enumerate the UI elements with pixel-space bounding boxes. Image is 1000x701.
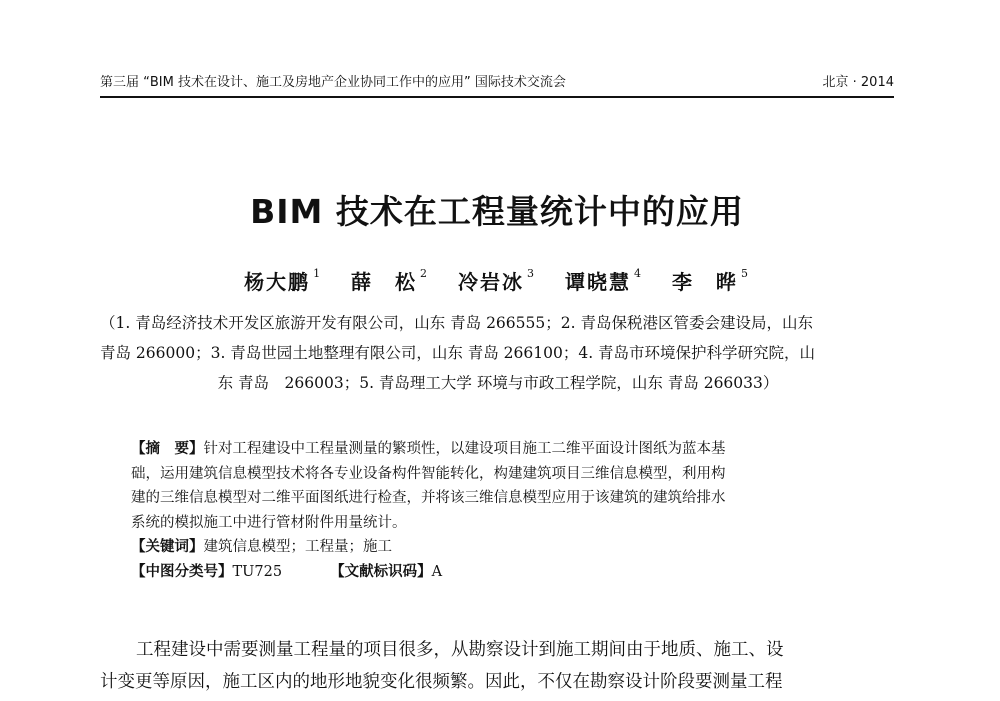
keywords-line xyxy=(131,535,871,560)
author: 谭晓慧 $^4$ xyxy=(564,267,643,294)
abstract-label: 【摘 要】 xyxy=(131,440,204,457)
header-rule xyxy=(100,96,894,98)
affiliations xyxy=(100,308,896,398)
abstract-block xyxy=(131,437,871,584)
abstract-line: 础，运用建筑信息模型技术将各专业设备构件智能转化，构建建筑项目三维信息模型，利用构 xyxy=(131,465,726,482)
body-text xyxy=(100,634,896,698)
body-line: 工程建设中需要测量工程量的项目很多，从勘察设计到施工期间由于地质、施工、设 xyxy=(136,640,784,660)
abstract-line: 建的三维信息模型对二维平面图纸进行检查，并将该三维信息模型应用于该建筑的建筑给排水 xyxy=(131,490,726,506)
abstract-text: 针对工程建设中工程量测量的繁琐性，以建设项目施工二维平面设计图纸为蓝本基 xyxy=(203,441,726,457)
abstract-line xyxy=(131,437,871,462)
place-year: 北京 · 2014 xyxy=(822,75,894,90)
doc-code-value: A xyxy=(431,563,443,580)
keywords-label: 【关键词】 xyxy=(131,538,204,555)
clc-label: 【中图分类号】 xyxy=(131,562,233,580)
doc-code-label: 【文献标识码】 xyxy=(330,562,432,580)
running-header xyxy=(100,72,894,94)
author: 冷岩冰 $^3$ xyxy=(458,267,536,294)
affiliation-line: 东 青岛 266003；5. 青岛理工大学 环境与市政工程学院，山东 青岛 266033） xyxy=(217,374,779,392)
affiliation-line: （1. 青岛经济技术开发区旅游开发有限公司，山东 青岛 266555；2. 青岛保税港区管委会建设局，山东 xyxy=(100,314,813,332)
paper-title: BIM 技术在工程量统计中的应用 xyxy=(250,192,744,231)
keywords-text: 建筑信息模型；工程量；施工 xyxy=(203,539,392,555)
abstract-line: 系统的模拟施工中进行管材附件用量统计。 xyxy=(131,514,407,531)
body-line: 计变更等原因，施工区内的地形地貌变化很频繁。因此，不仅在勘察设计阶段要测量工程 xyxy=(100,672,783,692)
classification-line xyxy=(131,560,871,585)
author: 杨大鹏 $^1$ xyxy=(244,267,323,294)
author: 薛 松 $^2$ xyxy=(351,267,430,294)
clc-value: TU725 xyxy=(232,563,283,580)
author-list xyxy=(100,266,894,295)
conference-name: 第三届 “BIM 技术在设计、施工及房地产企业协同工作中的应用” 国际技术交流会 xyxy=(100,75,566,90)
affiliation-line: 青岛 266000；3. 青岛世园土地整理有限公司，山东 青岛 266100；4. 青岛市环境保护科学研究院，山 xyxy=(100,344,816,362)
author: 李 晔 $^5$ xyxy=(671,267,750,294)
